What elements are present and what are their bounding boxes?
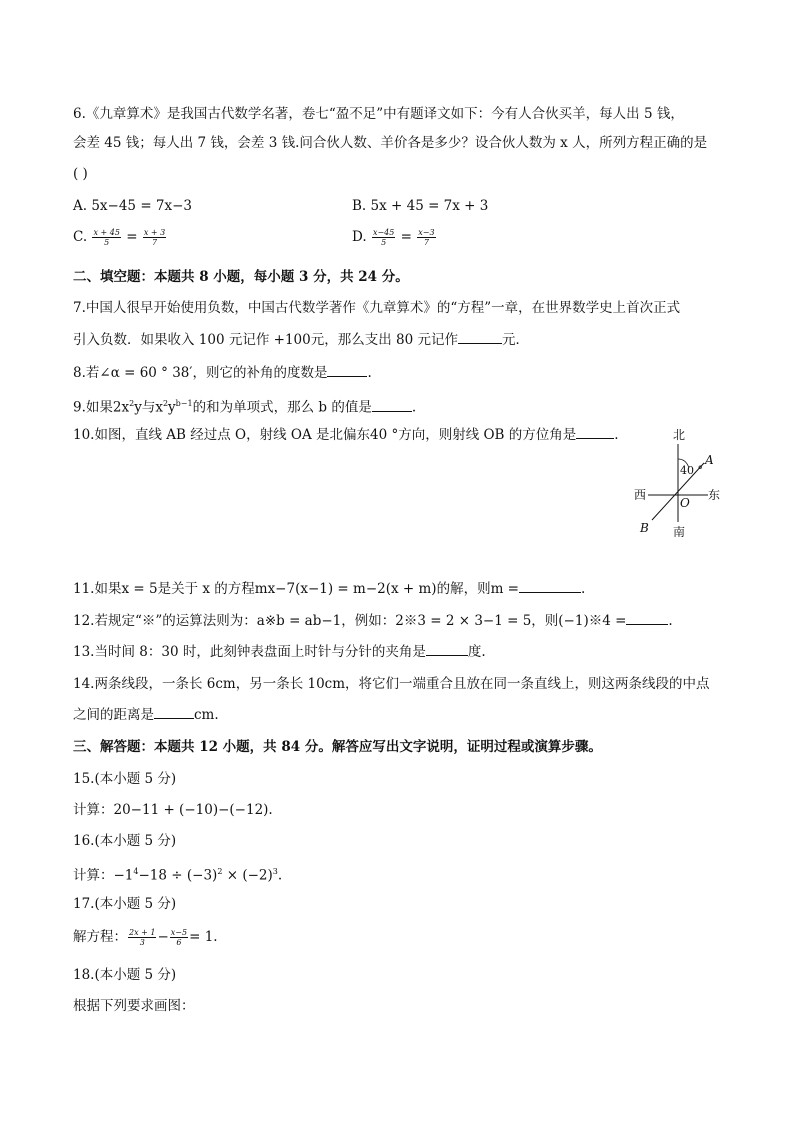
answer-blank[interactable] (576, 426, 614, 439)
q6-option-c-label: C. (73, 229, 88, 245)
q14-text-end: cm. (194, 707, 219, 723)
denominator: 3 (139, 938, 145, 947)
q9-text: 的和为单项式，那么 b 的值是 (192, 399, 372, 416)
q17-body (73, 928, 218, 947)
numerator: x−5 (170, 928, 188, 937)
equals-sign: = (126, 229, 138, 245)
denominator: 5 (381, 238, 387, 247)
q8-text: 8.若∠α = 60 ° 38′，则它的补角的度数是 (73, 365, 328, 381)
q11-text-end: . (580, 581, 586, 597)
q6-line2: 会差 45 钱；每人出 7 钱，会差 3 钱.问合伙人数、羊价各是多少？设合伙人数为 x 人，所列方程正确的是 (73, 135, 708, 151)
q16-heading: 16.(本小题 5 分) (73, 833, 177, 849)
point-b-label: B (640, 521, 649, 535)
q13 (73, 643, 486, 661)
q12-text-end: . (668, 613, 673, 629)
q16-body (73, 863, 282, 885)
q13-text-end: 度. (467, 644, 486, 660)
numerator: x−3 (418, 228, 435, 237)
point-o-label: O (680, 496, 690, 510)
q10-text: 10.如图，直线 AB 经过点 O，射线 OA 是北偏东40 °方向，则射线 OB 的方位角是 (73, 427, 577, 443)
north-label: 北 (673, 428, 686, 442)
q17-text-end: = 1. (189, 929, 218, 945)
denominator: 7 (151, 238, 158, 247)
q17-heading: 17.(本小题 5 分) (73, 896, 177, 912)
answer-blank[interactable] (154, 706, 194, 719)
q13-text: 13.当时间 8：30 时，此刻钟表盘面上时针与分针的夹角是 (73, 644, 426, 660)
east-label: 东 (708, 488, 721, 502)
exponent: 2 (162, 399, 169, 408)
numerator: x + 3 (143, 228, 166, 237)
q14-line2 (73, 706, 219, 724)
q17-text: 解方程： (73, 929, 127, 945)
q8 (73, 364, 372, 382)
south-label: 南 (673, 525, 686, 539)
q9-text-end: . (411, 399, 417, 416)
q8-text-end: . (367, 365, 372, 381)
section-fill-in-heading: 二、填空题：本题共 8 小题，每小题 3 分，共 24 分。 (73, 269, 409, 285)
fraction (372, 228, 395, 247)
q9-text: y与x (134, 399, 163, 416)
q6-option-c (73, 228, 167, 247)
q18-heading: 18.(本小题 5 分) (73, 967, 177, 983)
answer-blank[interactable] (426, 643, 468, 656)
q7-text: 引入负数．如果收入 100 元记作 +100元，那么支出 80 元记作 (73, 332, 458, 348)
answer-blank[interactable] (458, 331, 502, 344)
q18-body: 根据下列要求画图： (73, 998, 195, 1014)
exponent: 2 (217, 867, 223, 876)
q10 (73, 426, 619, 444)
compass-figure (628, 426, 728, 542)
q14-line1: 14.两条线段，一条长 6cm，另一条长 10cm，将它们一端重合且放在同一条直线上，则这两条线段的中点 (73, 676, 710, 692)
equals-sign: = (400, 229, 412, 245)
q6-paren: ( ) (73, 166, 88, 182)
q16-text: . (277, 867, 283, 884)
section-solution-heading: 三、解答题：本题共 12 小题，共 84 分。解答应写出文字说明，证明过程或演算步骤。 (73, 739, 602, 755)
q14-text: 之间的距离是 (73, 707, 154, 723)
q11-text: 11.如果x = 5是关于 x 的方程mx−7(x−1) = m−2(x + m)的解，则m = (73, 581, 519, 597)
denominator: 5 (104, 238, 110, 247)
fraction (170, 928, 188, 947)
answer-blank[interactable] (327, 364, 367, 377)
q6-line1: 6.《九章算术》是我国古代数学名著，卷七“盈不足”中有题译文如下：今有人合伙买羊，每人出 5 钱， (73, 106, 684, 122)
q6-option-a: A. 5x−45 = 7x−3 (73, 198, 193, 214)
numerator: x + 45 (93, 228, 120, 237)
q10-text-end: . (614, 427, 619, 443)
answer-blank[interactable] (519, 580, 581, 593)
point-a-label: A (705, 453, 714, 467)
denominator: 6 (176, 938, 182, 947)
minus-sign: − (157, 929, 169, 945)
fraction (143, 228, 166, 247)
q15-body: 计算：20−11 + (−10)−(−12). (73, 802, 273, 818)
fraction (128, 928, 156, 947)
exponent: 3 (272, 867, 278, 876)
q6-option-d-label: D. (352, 229, 367, 245)
q11 (73, 580, 585, 598)
fraction (417, 228, 435, 247)
q9-text: y (168, 399, 176, 416)
answer-blank[interactable] (626, 612, 668, 625)
q7-line1: 7.中国人很早开始使用负数，中国古代数学著作《九章算术》的“方程”一章，在世界数学史上首次正式 (73, 300, 681, 316)
q9-text: 9.如果2x (73, 399, 130, 416)
q7-text-end: 元． (501, 332, 529, 348)
numerator: 2x + 1 (129, 928, 156, 937)
q9 (73, 395, 416, 417)
q16-text: × (−2) (222, 867, 273, 884)
exponent: 2 (129, 399, 135, 408)
answer-blank[interactable] (372, 399, 412, 412)
exponent: 4 (133, 867, 139, 876)
exponent: b−1 (175, 399, 193, 408)
west-label: 西 (634, 488, 647, 502)
numerator: x−45 (372, 228, 395, 237)
fraction (92, 228, 120, 247)
q6-option-d (352, 228, 437, 247)
q15-heading: 15.(本小题 5 分) (73, 771, 177, 787)
denominator: 7 (423, 238, 429, 247)
q6-option-b: B. 5x + 45 = 7x + 3 (352, 198, 489, 214)
q12 (73, 612, 673, 630)
q16-text: 计算：−1 (73, 867, 134, 884)
q16-text: −18 ÷ (−3) (138, 867, 218, 884)
q7-line2 (73, 331, 529, 349)
angle-label: 40 ° (680, 464, 703, 477)
q12-text: 12.若规定“※”的运算法则为：a※b = ab−1，例如：2※3 = 2 × 3−1 = 5，则(−1)※4 = (73, 613, 627, 629)
